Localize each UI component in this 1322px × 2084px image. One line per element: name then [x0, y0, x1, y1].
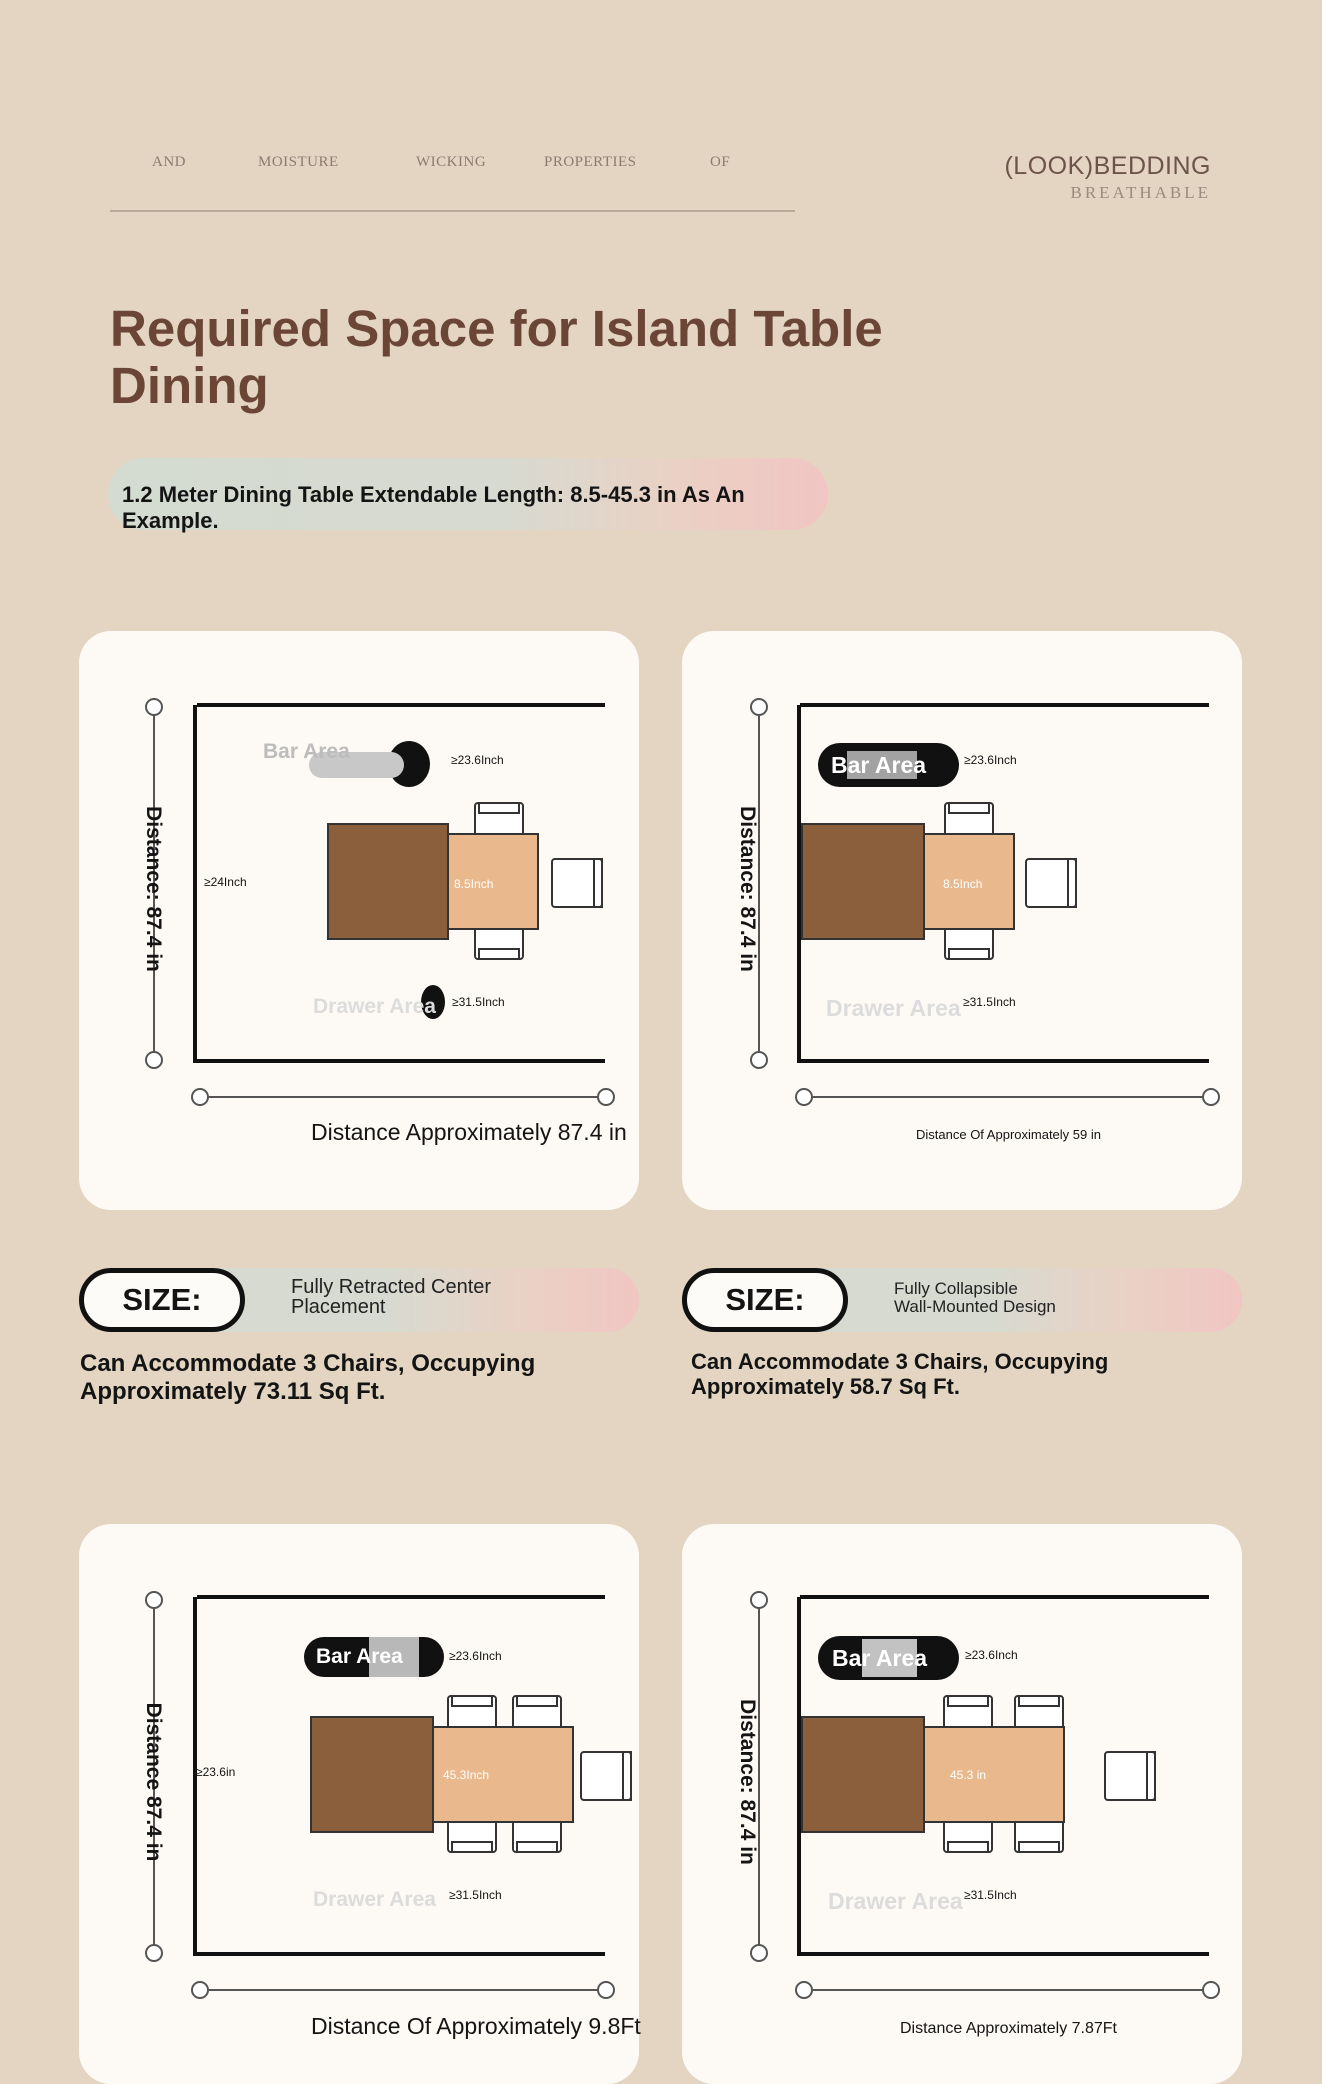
- bar-area-label: Bar Area: [832, 1645, 928, 1671]
- drawer-area-label: Drawer Area: [828, 1888, 963, 1914]
- layout-card: [79, 631, 639, 1210]
- layout-card: [682, 631, 1242, 1210]
- drawer-dim-label: ≥31.5Inch: [964, 1888, 1017, 1902]
- size-row: [79, 1268, 639, 1332]
- size-description: Fully Collapsible Wall-Mounted Design: [894, 1279, 1056, 1316]
- vertical-distance-label: Distance 87.4 in: [142, 1702, 165, 1862]
- table-dark: [802, 1717, 924, 1832]
- table-extension: [924, 1727, 1064, 1822]
- bar-area-label: Bar Area: [263, 740, 350, 763]
- table-dark: [311, 1717, 433, 1832]
- size-badge: SIZE:: [682, 1268, 848, 1332]
- bar-dim-label: ≥23.6Inch: [965, 1648, 1018, 1662]
- bar-area-label: Bar Area: [316, 1645, 403, 1668]
- table-dim-label: 8.5Inch: [454, 877, 494, 891]
- subtitle-pill: [108, 458, 828, 533]
- floorplan-diagram: [682, 1524, 1242, 2084]
- nav-word: PROPERTIES: [544, 154, 637, 170]
- nav-word: WICKING: [416, 154, 487, 170]
- title-line-1: Required Space for Island Table: [110, 300, 883, 357]
- bar-dim-label: ≥23.6Inch: [449, 1649, 502, 1663]
- table-dim-label: 45.3Inch: [443, 1768, 490, 1782]
- table-dark: [802, 824, 924, 939]
- subtitle-text: 1.2 Meter Dining Table Extendable Length: 8.5-45.3 in As An Example.: [122, 482, 745, 533]
- layout-card: [79, 1524, 639, 2084]
- vertical-distance-label: Distance: 87.4 in: [142, 806, 165, 972]
- drawer-area-label: Drawer Area: [313, 995, 436, 1018]
- table-dark: [328, 824, 448, 939]
- drawer-dim-label: ≥31.5Inch: [963, 995, 1016, 1009]
- horizontal-distance-label: Distance Approximately 87.4 in: [311, 1119, 627, 1145]
- nav-word: AND: [152, 154, 186, 170]
- brand-name: (LOOK)BEDDING: [1004, 152, 1211, 180]
- brand-tagline: BREATHABLE: [1070, 183, 1211, 202]
- vertical-distance-label: Distance: 87.4 in: [736, 806, 759, 972]
- capacity-text: Can Accommodate 3 Chairs, Occupying Approximately 73.11 Sq Ft.: [80, 1350, 536, 1405]
- drawer-dim-label: ≥31.5Inch: [449, 1888, 502, 1902]
- table-dim-label: 8.5Inch: [943, 877, 983, 891]
- drawer-dim-label: ≥31.5Inch: [452, 995, 505, 1009]
- side-dim-label: ≥24Inch: [204, 875, 247, 889]
- capacity-text: Can Accommodate 3 Chairs, Occupying Approximately 58.7 Sq Ft.: [691, 1349, 1109, 1399]
- horizontal-distance-label: Distance Of Approximately 59 in: [916, 1127, 1101, 1142]
- horizontal-distance-label: Distance Approximately 7.87Ft: [900, 2020, 1117, 2037]
- side-dim-label: ≥23.6in: [196, 1765, 236, 1779]
- bar-dim-label: ≥23.6Inch: [451, 753, 504, 767]
- title-line-2: Dining: [110, 357, 269, 414]
- drawer-area-label: Drawer Area: [826, 995, 961, 1021]
- nav-word: OF: [710, 154, 731, 170]
- horizontal-distance-label: Distance Of Approximately 9.8Ft: [311, 2013, 641, 2039]
- header-nav: [110, 150, 795, 212]
- bar-dim-label: ≥23.6Inch: [964, 753, 1017, 767]
- bar-area-label: Bar Area: [831, 752, 927, 778]
- brand-logo: [1004, 152, 1211, 203]
- drawer-area-label: Drawer Area: [313, 1888, 436, 1911]
- size-description: Fully Retracted Center Placement: [291, 1276, 492, 1318]
- table-dim-label: 45.3 in: [950, 1768, 987, 1782]
- nav-word: MOISTURE: [258, 154, 339, 170]
- vertical-distance-label: Distance: 87.4 in: [736, 1699, 759, 1865]
- floorplan-diagram: [682, 631, 1242, 1210]
- layout-card: [682, 1524, 1242, 2084]
- size-row: [682, 1268, 1242, 1332]
- size-badge: SIZE:: [79, 1268, 245, 1332]
- page-title: [110, 300, 883, 414]
